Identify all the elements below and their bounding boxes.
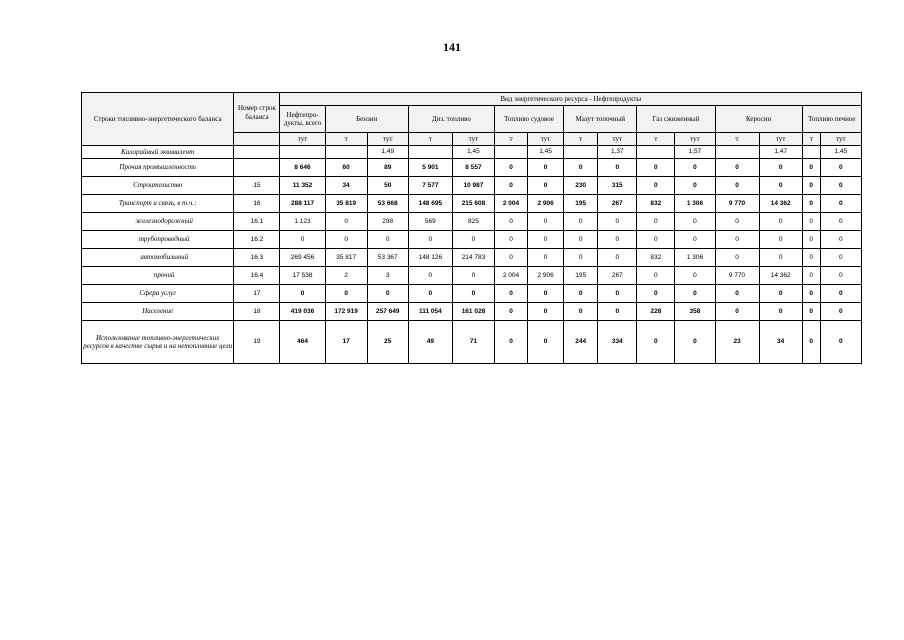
table-cell: 0 (715, 249, 759, 267)
row-name: Использование топливно-энергетических ресурсов в качестве сырья и на нетопливные цели (82, 321, 234, 364)
table-cell: 569 (408, 213, 452, 231)
table-cell: 0 (820, 195, 861, 213)
table-cell: 0 (637, 159, 675, 177)
table-cell: 0 (494, 303, 527, 321)
calorific-value: 1,47 (759, 146, 802, 159)
table-cell: 215 608 (452, 195, 494, 213)
header-row-name: Строки топливно-энергетического баланса (82, 93, 234, 146)
table-cell: 0 (564, 231, 598, 249)
table-cell: 34 (759, 321, 802, 364)
header-resource: Топливо судовое (494, 106, 563, 133)
table-cell: 0 (598, 303, 637, 321)
table-cell: 0 (637, 177, 675, 195)
table-cell: 358 (675, 303, 715, 321)
table-cell: 7 577 (408, 177, 452, 195)
calorific-value: 1,45 (528, 146, 564, 159)
table-cell: 0 (675, 231, 715, 249)
table-cell: 0 (367, 231, 408, 249)
table-cell: 9 770 (715, 267, 759, 285)
header-code-unit (234, 133, 280, 146)
table-cell: 288 117 (280, 195, 325, 213)
fuel-energy-balance-table (81, 92, 862, 364)
table-cell: 0 (598, 159, 637, 177)
row-name: Население (82, 303, 234, 321)
header-row-code: Номер строк баланса (234, 93, 280, 133)
table-cell: 0 (675, 285, 715, 303)
table-cell: 244 (564, 321, 598, 364)
table-cell: 0 (715, 213, 759, 231)
table-row (82, 249, 862, 267)
table-cell: 2 (325, 267, 367, 285)
row-code: 16.4 (234, 267, 280, 285)
table-row (82, 231, 862, 249)
table-cell: 269 456 (280, 249, 325, 267)
table-cell: 0 (820, 303, 861, 321)
table-cell: 0 (408, 267, 452, 285)
header-unit: т (494, 133, 527, 146)
table-cell: 35 819 (325, 195, 367, 213)
table-cell: 0 (820, 231, 861, 249)
table-row (82, 267, 862, 285)
table-cell: 0 (802, 231, 820, 249)
table-cell: 0 (715, 303, 759, 321)
table-cell: 1 123 (280, 213, 325, 231)
table-cell: 0 (408, 285, 452, 303)
table-cell: 1 306 (675, 249, 715, 267)
table-cell: 0 (820, 267, 861, 285)
table-cell: 0 (675, 177, 715, 195)
header-resource: Топливо печное (802, 106, 861, 133)
header-resource-group: Вид энергетического ресурса - Нефтепродукты (280, 93, 862, 106)
row-code (234, 159, 280, 177)
table-cell: 0 (637, 231, 675, 249)
table-cell: 0 (528, 177, 564, 195)
table-cell: 0 (637, 267, 675, 285)
table-cell: 0 (494, 213, 527, 231)
table-cell: 0 (637, 213, 675, 231)
calorific-blank-cell (325, 146, 367, 159)
table-cell: 71 (452, 321, 494, 364)
table-cell: 161 028 (452, 303, 494, 321)
calorific-blank-cell (802, 146, 820, 159)
table-cell: 0 (820, 213, 861, 231)
table-cell: 0 (715, 177, 759, 195)
header-unit: т (408, 133, 452, 146)
table-cell: 0 (759, 285, 802, 303)
table-cell: 825 (452, 213, 494, 231)
row-code: 16.2 (234, 231, 280, 249)
row-code: 16.1 (234, 213, 280, 231)
table-cell: 0 (675, 321, 715, 364)
header-unit: т (325, 133, 367, 146)
table-cell: 111 054 (408, 303, 452, 321)
row-code: 16.3 (234, 249, 280, 267)
table-cell: 25 (367, 321, 408, 364)
table-cell: 257 649 (367, 303, 408, 321)
table-row (82, 195, 862, 213)
table-cell: 0 (759, 213, 802, 231)
header-unit: тут (452, 133, 494, 146)
table-row (82, 159, 862, 177)
table-cell: 298 (367, 213, 408, 231)
table-cell: 0 (598, 213, 637, 231)
header-unit: т (637, 133, 675, 146)
table-cell: 0 (759, 249, 802, 267)
row-name-calorific: Калорийный эквивалент (82, 146, 234, 159)
table-cell: 0 (528, 285, 564, 303)
table-cell: 0 (802, 267, 820, 285)
table-row (82, 321, 862, 364)
table-cell: 334 (598, 321, 637, 364)
table-cell: 0 (802, 213, 820, 231)
table-cell: 0 (715, 285, 759, 303)
table-cell: 0 (494, 249, 527, 267)
header-unit: тут (820, 133, 861, 146)
table-cell: 0 (675, 159, 715, 177)
table-cell: 0 (637, 285, 675, 303)
table-cell: 464 (280, 321, 325, 364)
table-cell: 0 (564, 303, 598, 321)
table-cell: 2 004 (494, 267, 527, 285)
table-cell: 0 (325, 285, 367, 303)
row-code: 18 (234, 303, 280, 321)
header-unit: тут (598, 133, 637, 146)
table-cell: 0 (802, 159, 820, 177)
table-cell: 2 906 (528, 267, 564, 285)
table-cell: 0 (802, 177, 820, 195)
table-cell: 0 (528, 159, 564, 177)
table-cell: 0 (280, 231, 325, 249)
table-cell: 0 (564, 213, 598, 231)
table-cell: 5 901 (408, 159, 452, 177)
header-resource: Диз. топливо (408, 106, 494, 133)
row-code: 19 (234, 321, 280, 364)
table-cell: 0 (598, 285, 637, 303)
table-row (82, 213, 862, 231)
table-cell: 419 036 (280, 303, 325, 321)
table-cell: 0 (564, 285, 598, 303)
table-cell: 0 (598, 249, 637, 267)
table-cell: 3 (367, 267, 408, 285)
table-cell: 0 (820, 249, 861, 267)
table-cell: 228 (637, 303, 675, 321)
table-cell: 0 (802, 249, 820, 267)
table-cell: 0 (759, 303, 802, 321)
table-cell: 0 (598, 231, 637, 249)
table-cell: 0 (802, 303, 820, 321)
header-unit: тут (528, 133, 564, 146)
page-number: 141 (443, 40, 461, 54)
header-resource: Нефтепро-дукты, всего (280, 106, 325, 133)
table-cell: 0 (494, 231, 527, 249)
table-cell: 0 (452, 285, 494, 303)
table-cell: 0 (325, 213, 367, 231)
table-row (82, 177, 862, 195)
table-cell: 0 (528, 321, 564, 364)
calorific-blank-cell (564, 146, 598, 159)
calorific-blank-cell (715, 146, 759, 159)
table-cell: 0 (494, 159, 527, 177)
table-cell: 214 783 (452, 249, 494, 267)
table-cell: 50 (367, 177, 408, 195)
row-name: автомобильный (82, 249, 234, 267)
table-cell: 53 668 (367, 195, 408, 213)
table-cell: 0 (564, 159, 598, 177)
table-cell: 14 362 (759, 195, 802, 213)
table-cell: 172 919 (325, 303, 367, 321)
header-resource: Газ сжиженный (637, 106, 715, 133)
table-cell: 0 (715, 231, 759, 249)
table-cell: 832 (637, 249, 675, 267)
table-cell: 0 (494, 177, 527, 195)
table-cell: 195 (564, 195, 598, 213)
table-cell: 0 (637, 321, 675, 364)
table-cell: 0 (802, 321, 820, 364)
table-cell: 0 (494, 321, 527, 364)
row-name: прочий (82, 267, 234, 285)
table-cell: 0 (528, 231, 564, 249)
row-name: железнодорожный (82, 213, 234, 231)
calorific-value: 1,57 (675, 146, 715, 159)
header-unit: тут (759, 133, 802, 146)
table-cell: 0 (528, 213, 564, 231)
table-cell: 0 (820, 177, 861, 195)
header-unit: т (715, 133, 759, 146)
header-unit: тут (675, 133, 715, 146)
calorific-blank-cell (408, 146, 452, 159)
header-unit: т (802, 133, 820, 146)
table-cell: 11 352 (280, 177, 325, 195)
table-cell: 60 (325, 159, 367, 177)
table-cell: 35 817 (325, 249, 367, 267)
table-cell: 89 (367, 159, 408, 177)
table-cell: 315 (598, 177, 637, 195)
table-cell: 0 (452, 231, 494, 249)
header-resource: Керосин (715, 106, 802, 133)
table-cell: 8 557 (452, 159, 494, 177)
table-cell: 0 (494, 285, 527, 303)
cell-calorific-total (280, 146, 325, 159)
row-code: 17 (234, 285, 280, 303)
table-cell: 0 (820, 321, 861, 364)
table-cell: 0 (408, 231, 452, 249)
table-row (82, 303, 862, 321)
table-cell: 832 (637, 195, 675, 213)
calorific-blank-cell (494, 146, 527, 159)
table-cell: 230 (564, 177, 598, 195)
table-cell: 195 (564, 267, 598, 285)
header-resource: Бензин (325, 106, 408, 133)
table-cell: 0 (759, 159, 802, 177)
table-cell: 0 (715, 159, 759, 177)
calorific-blank-cell (637, 146, 675, 159)
table-cell: 14 362 (759, 267, 802, 285)
table-cell: 0 (452, 267, 494, 285)
table-cell: 9 770 (715, 195, 759, 213)
header-unit: тут (280, 133, 325, 146)
header-unit: тут (367, 133, 408, 146)
table-cell: 148 695 (408, 195, 452, 213)
row-code: 16 (234, 195, 280, 213)
table-cell: 53 367 (367, 249, 408, 267)
row-name: Строительство (82, 177, 234, 195)
table-cell: 23 (715, 321, 759, 364)
table-cell: 0 (280, 285, 325, 303)
table-cell: 0 (528, 249, 564, 267)
table-cell: 49 (408, 321, 452, 364)
row-code-calorific (234, 146, 280, 159)
table-cell: 8 646 (280, 159, 325, 177)
row-code: 15 (234, 177, 280, 195)
table-cell: 2 906 (528, 195, 564, 213)
table-cell: 0 (802, 195, 820, 213)
table-cell: 267 (598, 195, 637, 213)
table-cell: 17 (325, 321, 367, 364)
header-resource: Мазут топочный (564, 106, 637, 133)
calorific-value: 1,49 (367, 146, 408, 159)
table-cell: 17 538 (280, 267, 325, 285)
table-cell: 10 987 (452, 177, 494, 195)
table-cell: 0 (675, 267, 715, 285)
table-cell: 0 (802, 285, 820, 303)
table-cell: 0 (820, 285, 861, 303)
header-unit: т (564, 133, 598, 146)
table-cell: 34 (325, 177, 367, 195)
row-name: Прочая промышленность (82, 159, 234, 177)
table-cell: 0 (367, 285, 408, 303)
calorific-value: 1,45 (452, 146, 494, 159)
calorific-value: 1,37 (598, 146, 637, 159)
table-cell: 0 (528, 303, 564, 321)
table-cell: 0 (820, 159, 861, 177)
table-cell: 267 (598, 267, 637, 285)
table-cell: 148 126 (408, 249, 452, 267)
table-cell: 0 (564, 249, 598, 267)
row-name: Сфера услуг (82, 285, 234, 303)
table-cell: 1 306 (675, 195, 715, 213)
calorific-value: 1,45 (820, 146, 861, 159)
row-name: трубопроводный (82, 231, 234, 249)
table-cell: 0 (325, 231, 367, 249)
table-row (82, 285, 862, 303)
table-cell: 0 (759, 231, 802, 249)
row-name: Транспорт и связь, в т.ч.: (82, 195, 234, 213)
table-cell: 2 004 (494, 195, 527, 213)
table-cell: 0 (675, 213, 715, 231)
table-cell: 0 (759, 177, 802, 195)
